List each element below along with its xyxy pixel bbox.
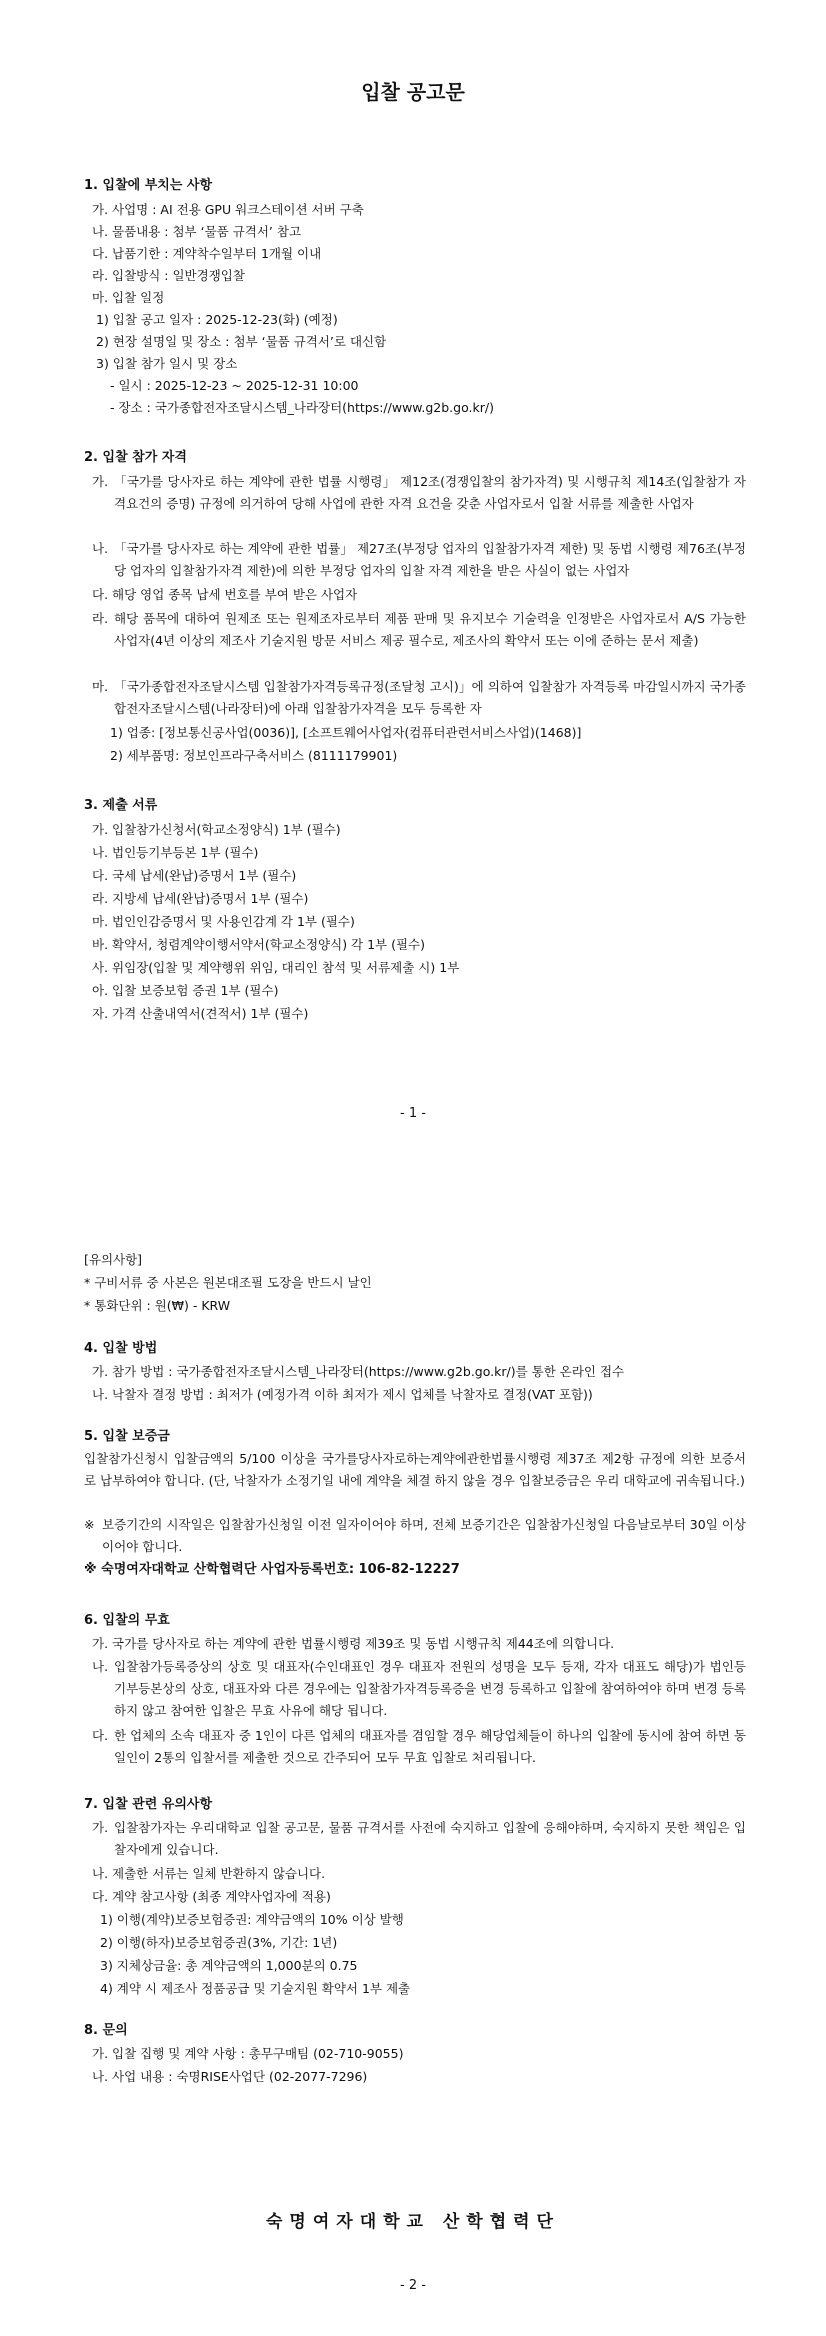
s2-ga-label: 가. xyxy=(92,474,109,489)
s7-item: 다. 계약 참고사항 (최종 계약사업자에 적용) xyxy=(92,1889,331,1904)
s3-item: 가. 입찰참가신청서(학교소정양식) 1부 (필수) xyxy=(92,822,341,837)
s5-business-number: ※ 숙명여자대학교 산학협력단 사업자등록번호: 106-82-12227 xyxy=(84,1562,460,1577)
footer-organization: 숙명여자대학교 산학협력단 xyxy=(266,2212,560,2232)
notes-heading: [유의사항] xyxy=(84,1252,143,1267)
s2-ra-text: 해당 품목에 대하여 원제조 또는 원제조자로부터 제품 판매 및 유지보수 기술력을 인정받은 사업자로서 A/S 가능한 사업자(4년 이상의 제조사 기술지원 방문 서비스 제공 필수로, 제조사의 확약서 또는 이에 준하는 문서 제출) xyxy=(114,611,746,648)
s2-na-label: 나. xyxy=(92,541,109,556)
s7-item: 나. 제출한 서류는 일체 반환하지 않습니다. xyxy=(92,1866,326,1881)
page-number-1: - 1 - xyxy=(400,1106,426,1121)
s7-sub: 2) 이행(하자)보증보험증권(3%, 기간: 1년) xyxy=(100,1935,338,1950)
s7-ga-label: 가. xyxy=(92,1820,109,1835)
s6-da-label: 다. xyxy=(92,1728,109,1743)
s2-ga-text: 「국가를 당사자로 하는 계약에 관한 법률 시행령」 제12조(경쟁입찰의 참가자격) 및 시행규칙 제14조(입찰참가 자격요건의 증명) 규정에 의거하여 당해 사업에 관한 자격 요건을 갖춘 사업자로서 입찰 서류를 제출한 사업자 xyxy=(114,474,746,511)
s6-na-label: 나. xyxy=(92,1659,109,1674)
s1-item-na: 나. 물품내용 : 첨부 ‘물품 규격서’ 참고 xyxy=(92,224,302,239)
s8-item: 나. 사업 내용 : 숙명RISE사업단 (02-2077-7296) xyxy=(92,2069,368,2084)
s1-item-ra: 라. 입찰방식 : 일반경쟁입찰 xyxy=(92,268,245,283)
section-7-heading: 7. 입찰 관련 유의사항 xyxy=(84,1797,213,1812)
s3-item: 바. 확약서, 청렴계약이행서약서(학교소정양식) 각 1부 (필수) xyxy=(92,937,425,952)
s2-ma-text: 「국가종합전자조달시스템 입찰참가자격등록규정(조달청 고시)」에 의하여 입찰참가 자격등록 마감일시까지 국가종합전자조달시스템(나라장터)에 아래 입찰참가자격을 모두 등록한 자 xyxy=(114,679,746,716)
section-3-heading: 3. 제출 서류 xyxy=(84,798,158,813)
s2-sub-2: 2) 세부품명: 정보인프라구축서비스 (8111179901) xyxy=(110,748,398,763)
section-4-heading: 4. 입찰 방법 xyxy=(84,1341,158,1356)
s2-na-text: 「국가를 당사자로 하는 계약에 관한 법률」 제27조(부정당 업자의 입찰참가자격 제한) 및 동법 시행령 제76조(부정당 업자의 입찰참가자격 제한)에 의한 부정당 업자의 입찰 자격 제한을 받은 사실이 없는 사업자 xyxy=(114,541,746,578)
s3-item: 사. 위임장(입찰 및 계약행위 위임, 대리인 참석 및 서류제출 시) 1부 xyxy=(92,960,460,975)
s1-item-da: 다. 납품기한 : 계약착수일부터 1개월 이내 xyxy=(92,246,322,261)
section-6-heading: 6. 입찰의 무효 xyxy=(84,1613,170,1628)
s3-item: 다. 국세 납세(완납)증명서 1부 (필수) xyxy=(92,868,297,883)
s7-sub: 4) 계약 시 제조사 정품공급 및 기술지원 확약서 1부 제출 xyxy=(100,1981,411,1996)
s2-sub-1: 1) 업종: [정보통신공사업(0036)], [소프트웨어사업자(컴퓨터관련서비스사업)(1468)] xyxy=(110,725,582,740)
s3-item: 나. 법인등기부등본 1부 (필수) xyxy=(92,845,259,860)
s6-ga: 가. 국가를 당사자로 하는 계약에 관한 법률시행령 제39조 및 동법 시행규칙 제44조에 의합니다. xyxy=(92,1636,615,1651)
s3-item: 마. 법인인감증명서 및 사용인감계 각 1부 (필수) xyxy=(92,914,355,929)
s6-na-text: 입찰참가등록증상의 상호 및 대표자(수인대표인 경우 대표자 전원의 성명을 모두 등재, 각자 대표도 해당)가 법인등기부등본상의 상호, 대표자와 다른 경우에는 입찰참가자격등록증을 변경 등록하고 입찰에 참여하여야 하며 변경 등록하지 않고 참여한 입찰은 무효 사유에 해당 됩니다. xyxy=(114,1659,746,1718)
s1-schedule-time: - 일시 : 2025-12-23 ~ 2025-12-31 10:00 xyxy=(110,378,359,393)
s1-sub-3: 3) 입찰 참가 일시 및 장소 xyxy=(96,356,238,371)
notes-line: * 통화단위 : 원(₩) - KRW xyxy=(84,1298,231,1313)
s2-ra-label: 라. xyxy=(92,611,109,626)
s7-sub: 3) 지체상금율: 총 계약금액의 1,000분의 0.75 xyxy=(100,1958,358,1973)
s7-sub: 1) 이행(계약)보증보험증권: 계약금액의 10% 이상 발행 xyxy=(100,1912,404,1927)
s2-da: 다. 해당 영업 종목 납세 번호를 부여 받은 사업자 xyxy=(92,587,358,602)
s2-ma-label: 마. xyxy=(92,679,109,694)
document-title: 입찰 공고문 xyxy=(361,80,465,104)
s1-sub-1: 1) 입찰 공고 일자 : 2025-12-23(화) (예정) xyxy=(96,312,338,327)
s4-item: 가. 참가 방법 : 국가종합전자조달시스템_나라장터(https://www.g2b.go.kr/)를 통한 온라인 접수 xyxy=(92,1364,625,1379)
section-2-heading: 2. 입찰 참가 자격 xyxy=(84,450,187,465)
s7-ga-text: 입찰참가자는 우리대학교 입찰 공고문, 물품 규격서를 사전에 숙지하고 입찰에 응해야하며, 숙지하지 못한 책임은 입찰자에게 있습니다. xyxy=(114,1820,746,1857)
section-5-heading: 5. 입찰 보증금 xyxy=(84,1429,170,1444)
s1-item-ga: 가. 사업명 : AI 전용 GPU 워크스테이션 서버 구축 xyxy=(92,202,364,217)
s6-da-text: 한 업체의 소속 대표자 중 1인이 다른 업체의 대표자를 겸임할 경우 해당업체들이 하나의 입찰에 동시에 참여 하면 동일인이 2통의 입찰서를 제출한 것으로 간주되어 모두 무효 입찰로 처리됩니다. xyxy=(114,1728,746,1765)
s1-schedule-place: - 장소 : 국가종합전자조달시스템_나라장터(https://www.g2b.go.kr/) xyxy=(110,400,494,415)
s1-sub-2: 2) 현장 설명일 및 장소 : 첨부 ‘물품 규격서’로 대신함 xyxy=(96,334,387,349)
page-number-2: - 2 - xyxy=(400,2278,426,2293)
s5-note-mark: ※ xyxy=(84,1517,95,1532)
s4-item: 나. 낙찰자 결정 방법 : 최저가 (예정가격 이하 최저가 제시 업체를 낙찰자로 결정(VAT 포함)) xyxy=(92,1387,593,1402)
s5-note-text: 보증기간의 시작일은 입찰참가신청일 이전 일자이어야 하며, 전체 보증기간은 입찰참가신청일 다음날로부터 30일 이상이어야 합니다. xyxy=(102,1517,746,1554)
notes-line: * 구비서류 중 사본은 원본대조필 도장을 반드시 날인 xyxy=(84,1275,372,1290)
s1-item-ma: 마. 입찰 일정 xyxy=(92,290,165,305)
s3-item: 자. 가격 산출내역서(견적서) 1부 (필수) xyxy=(92,1006,309,1021)
section-8-heading: 8. 문의 xyxy=(84,2023,128,2038)
section-1-heading: 1. 입찰에 부치는 사항 xyxy=(84,178,213,193)
s3-item: 아. 입찰 보증보험 증권 1부 (필수) xyxy=(92,983,279,998)
s3-item: 라. 지방세 납세(완납)증명서 1부 (필수) xyxy=(92,891,309,906)
s8-item: 가. 입찰 집행 및 계약 사항 : 총무구매팀 (02-710-9055) xyxy=(92,2046,404,2061)
s5-paragraph: 입찰참가신청시 입찰금액의 5/100 이상을 국가를당사자로하는계약에관한법률시행령 제37조 제2항 규정에 의한 보증서로 납부하여야 합니다. (단, 낙찰자가 소정기일 내에 계약을 체결 하지 않을 경우 입찰보증금은 우리 대학교에 귀속됩니다.) xyxy=(84,1451,746,1488)
